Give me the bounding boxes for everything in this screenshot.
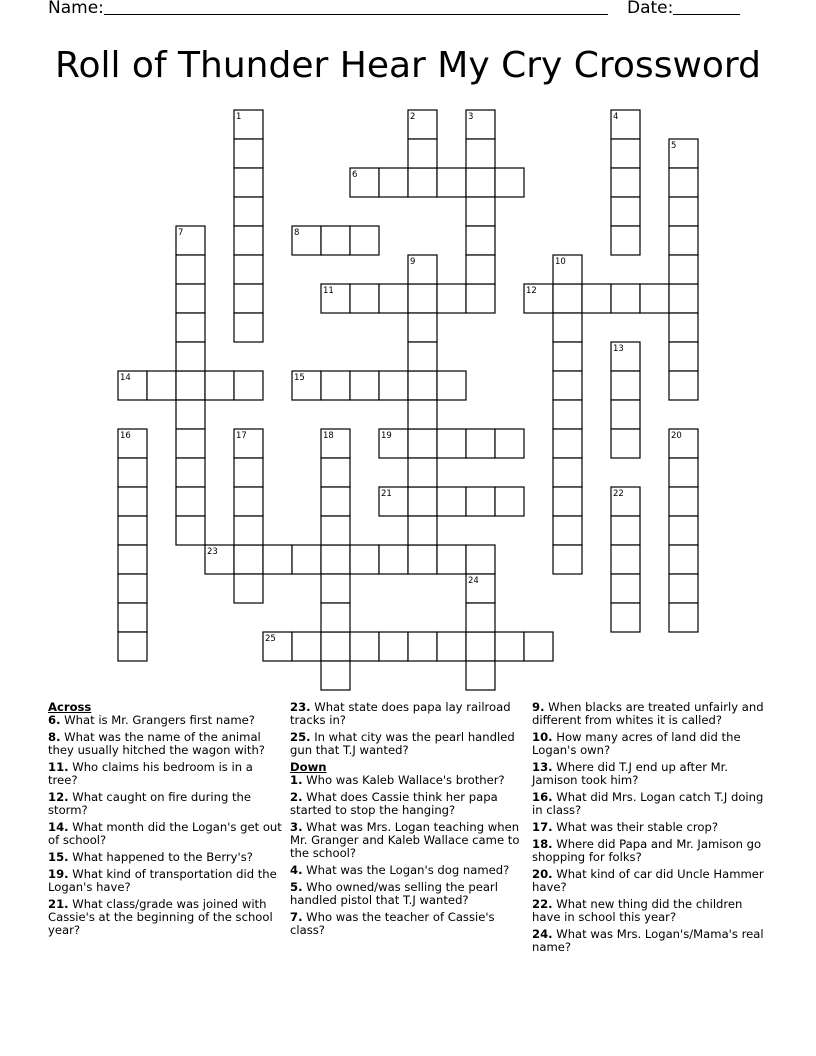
- clues-column-2: [290, 701, 526, 941]
- grid-cell[interactable]: [611, 603, 640, 632]
- grid-cell[interactable]: [234, 545, 263, 574]
- grid-cell[interactable]: [176, 284, 205, 313]
- grid-cell[interactable]: [611, 516, 640, 545]
- grid-cell[interactable]: [669, 516, 698, 545]
- clue-item: [48, 714, 284, 727]
- clue-item: [48, 791, 284, 817]
- grid-cell[interactable]: [408, 284, 437, 313]
- grid-cell[interactable]: [553, 313, 582, 342]
- grid-cell[interactable]: [495, 632, 524, 661]
- grid-cell[interactable]: [408, 342, 437, 371]
- grid-cell[interactable]: [495, 487, 524, 516]
- clue-number: 21.: [48, 897, 69, 911]
- grid-cell[interactable]: [611, 197, 640, 226]
- grid-cell[interactable]: [611, 487, 640, 516]
- grid-cell[interactable]: [495, 429, 524, 458]
- grid-cell[interactable]: [118, 516, 147, 545]
- cell-number: 22: [613, 489, 624, 499]
- grid-cell[interactable]: [553, 516, 582, 545]
- clue-text: Where did T.J end up after Mr. Jamison took him?: [532, 760, 729, 787]
- grid-cell[interactable]: [669, 313, 698, 342]
- grid-cell[interactable]: [379, 168, 408, 197]
- grid-cell[interactable]: [611, 371, 640, 400]
- clue-number: 24.: [532, 927, 553, 941]
- grid-cell[interactable]: [611, 429, 640, 458]
- grid-cell[interactable]: [611, 284, 640, 313]
- grid-cell[interactable]: [408, 400, 437, 429]
- across-heading: Across: [48, 700, 92, 714]
- cell-number: 1: [236, 112, 242, 122]
- grid-cell[interactable]: [669, 197, 698, 226]
- grid-cell[interactable]: [669, 458, 698, 487]
- clue-number: 9.: [532, 700, 545, 714]
- grid-cell[interactable]: [669, 342, 698, 371]
- cell-number: 5: [671, 141, 677, 151]
- clue-item: [532, 731, 772, 757]
- cell-number: 11: [323, 286, 334, 296]
- clue-number: 10.: [532, 730, 553, 744]
- grid-cell[interactable]: [466, 487, 495, 516]
- clue-number: 18.: [532, 837, 553, 851]
- grid-cell[interactable]: [466, 545, 495, 574]
- clue-text: What caught on fire during the storm?: [48, 790, 252, 817]
- cell-number: 24: [468, 576, 479, 586]
- grid-cell[interactable]: [408, 516, 437, 545]
- grid-cell[interactable]: [379, 632, 408, 661]
- clue-text: What kind of car did Uncle Hammer have?: [532, 867, 764, 894]
- clue-text: Who owned/was selling the pearl handled pistol that T.J wanted?: [290, 880, 498, 907]
- grid-cell[interactable]: [437, 487, 466, 516]
- grid-cell[interactable]: [234, 139, 263, 168]
- cell-number: 12: [526, 286, 537, 296]
- clue-item: [48, 761, 284, 787]
- grid-cell[interactable]: [350, 284, 379, 313]
- clue-number: 19.: [48, 867, 69, 881]
- clue-text: What class/grade was joined with Cassie's at the beginning of the school year?: [48, 897, 273, 937]
- grid-cell[interactable]: [234, 313, 263, 342]
- grid-cell[interactable]: [234, 110, 263, 139]
- clue-item: [532, 791, 772, 817]
- cell-number: 18: [323, 431, 334, 441]
- grid-cell[interactable]: [234, 255, 263, 284]
- date-label: Date:: [627, 0, 674, 18]
- grid-cell[interactable]: [553, 400, 582, 429]
- grid-cell[interactable]: [321, 429, 350, 458]
- grid-cell[interactable]: [350, 226, 379, 255]
- clue-item: [290, 881, 526, 907]
- clue-number: 7.: [290, 910, 303, 924]
- grid-cell[interactable]: [669, 255, 698, 284]
- clue-text: Who claims his bedroom is in a tree?: [48, 760, 253, 787]
- cell-number: 14: [120, 373, 131, 383]
- grid-cell[interactable]: [408, 429, 437, 458]
- cell-number: 15: [294, 373, 305, 383]
- grid-cell[interactable]: [292, 371, 321, 400]
- grid-cell[interactable]: [466, 603, 495, 632]
- grid-cell[interactable]: [234, 487, 263, 516]
- clue-number: 1.: [290, 773, 303, 787]
- grid-cell[interactable]: [669, 545, 698, 574]
- clue-item: [532, 701, 772, 727]
- clue-number: 14.: [48, 820, 69, 834]
- grid-cell[interactable]: [611, 226, 640, 255]
- grid-cell[interactable]: [234, 168, 263, 197]
- clue-item: [290, 864, 526, 877]
- clue-text: In what city was the pearl handled gun that T.J wanted?: [290, 730, 515, 757]
- grid-cell[interactable]: [466, 139, 495, 168]
- grid-cell[interactable]: [176, 255, 205, 284]
- grid-cell[interactable]: [553, 371, 582, 400]
- grid-cell[interactable]: [118, 458, 147, 487]
- grid-cell[interactable]: [611, 168, 640, 197]
- grid-cell[interactable]: [292, 545, 321, 574]
- grid-cell[interactable]: [495, 168, 524, 197]
- date-field[interactable]: [673, 14, 740, 15]
- grid-cell[interactable]: [669, 371, 698, 400]
- clue-item: [290, 701, 526, 727]
- cell-number: 16: [120, 431, 131, 441]
- grid-cell[interactable]: [379, 545, 408, 574]
- cell-number: 23: [207, 547, 218, 557]
- clue-text: What state does papa lay railroad tracks in?: [290, 700, 511, 727]
- grid-cell[interactable]: [118, 545, 147, 574]
- clue-item: [290, 731, 526, 757]
- grid-cell[interactable]: [669, 603, 698, 632]
- grid-cell[interactable]: [466, 110, 495, 139]
- cell-number: 10: [555, 257, 566, 267]
- grid-cell[interactable]: [321, 226, 350, 255]
- clue-text: What was Mrs. Logan teaching when Mr. Granger and Kaleb Wallace came to the school?: [290, 820, 520, 860]
- grid-cell[interactable]: [669, 574, 698, 603]
- grid-cell[interactable]: [379, 284, 408, 313]
- clue-number: 3.: [290, 820, 303, 834]
- clue-item: [290, 774, 526, 787]
- grid-cell[interactable]: [234, 226, 263, 255]
- clue-item: [48, 868, 284, 894]
- clue-text: What was Mrs. Logan's/Mama's real name?: [532, 927, 764, 954]
- grid-cell[interactable]: [669, 429, 698, 458]
- grid-cell[interactable]: [408, 458, 437, 487]
- grid-cell[interactable]: [176, 226, 205, 255]
- grid-cell[interactable]: [553, 458, 582, 487]
- cell-number: 20: [671, 431, 682, 441]
- grid-cell[interactable]: [118, 574, 147, 603]
- grid-cell[interactable]: [321, 371, 350, 400]
- grid-cell[interactable]: [321, 516, 350, 545]
- grid-cell[interactable]: [234, 574, 263, 603]
- grid-cell[interactable]: [176, 429, 205, 458]
- grid-cell[interactable]: [292, 226, 321, 255]
- grid-cell[interactable]: [466, 226, 495, 255]
- grid-cell[interactable]: [263, 545, 292, 574]
- clue-text: What was their stable crop?: [552, 820, 718, 834]
- name-label: Name:: [48, 0, 104, 18]
- grid-cell[interactable]: [611, 139, 640, 168]
- grid-cell[interactable]: [321, 458, 350, 487]
- grid-cell[interactable]: [611, 400, 640, 429]
- grid-cell[interactable]: [466, 255, 495, 284]
- clue-item: [532, 821, 772, 834]
- grid-cell[interactable]: [118, 603, 147, 632]
- grid-cell[interactable]: [437, 545, 466, 574]
- clue-number: 11.: [48, 760, 69, 774]
- clue-text: What was the Logan's dog named?: [302, 863, 510, 877]
- clue-number: 13.: [532, 760, 553, 774]
- grid-cell[interactable]: [408, 313, 437, 342]
- cell-number: 13: [613, 344, 624, 354]
- clue-item: [48, 821, 284, 847]
- grid-cell[interactable]: [350, 632, 379, 661]
- grid-cell[interactable]: [321, 603, 350, 632]
- grid-cell[interactable]: [553, 545, 582, 574]
- clue-text: When blacks are treated unfairly and different from whites it is called?: [532, 700, 764, 727]
- clue-item: [532, 761, 772, 787]
- cell-number: 3: [468, 112, 474, 122]
- clue-item: [290, 791, 526, 817]
- clue-number: 15.: [48, 850, 69, 864]
- grid-cell[interactable]: [466, 574, 495, 603]
- grid-cell[interactable]: [640, 284, 669, 313]
- clue-item: [532, 928, 772, 954]
- clue-number: 17.: [532, 820, 553, 834]
- grid-cell[interactable]: [466, 632, 495, 661]
- cell-number: 9: [410, 257, 416, 267]
- cell-number: 19: [381, 431, 392, 441]
- grid-cell[interactable]: [234, 197, 263, 226]
- clue-item: [48, 731, 284, 757]
- grid-cell[interactable]: [437, 371, 466, 400]
- clue-text: What happened to the Berry's?: [68, 850, 253, 864]
- grid-cell[interactable]: [379, 487, 408, 516]
- grid-cell[interactable]: [669, 226, 698, 255]
- grid-cell[interactable]: [611, 342, 640, 371]
- grid-cell[interactable]: [321, 284, 350, 313]
- grid-cell[interactable]: [263, 632, 292, 661]
- grid-cell[interactable]: [669, 139, 698, 168]
- grid-cell[interactable]: [466, 661, 495, 690]
- grid-cell[interactable]: [524, 284, 553, 313]
- grid-cell[interactable]: [234, 458, 263, 487]
- grid-cell[interactable]: [176, 487, 205, 516]
- grid-cell[interactable]: [176, 342, 205, 371]
- clue-text: Who was the teacher of Cassie's class?: [290, 910, 495, 937]
- grid-cell[interactable]: [553, 487, 582, 516]
- clue-text: What is Mr. Grangers first name?: [60, 713, 255, 727]
- grid-cell[interactable]: [466, 429, 495, 458]
- clue-text: What does Cassie think her papa started to stop the hanging?: [290, 790, 498, 817]
- grid-cell[interactable]: [408, 487, 437, 516]
- clue-item: [532, 898, 772, 924]
- grid-cell[interactable]: [669, 487, 698, 516]
- grid-cell[interactable]: [321, 661, 350, 690]
- grid-cell[interactable]: [350, 371, 379, 400]
- clue-number: 25.: [290, 730, 311, 744]
- grid-cell[interactable]: [408, 632, 437, 661]
- grid-cell[interactable]: [553, 429, 582, 458]
- clue-item: [290, 821, 526, 860]
- grid-cell[interactable]: [553, 255, 582, 284]
- clue-number: 22.: [532, 897, 553, 911]
- grid-cell[interactable]: [408, 371, 437, 400]
- clue-number: 23.: [290, 700, 311, 714]
- cell-number: 25: [265, 634, 276, 644]
- grid-cell[interactable]: [292, 632, 321, 661]
- name-date-line: [0, 0, 816, 20]
- grid-cell[interactable]: [669, 168, 698, 197]
- grid-cell[interactable]: [176, 313, 205, 342]
- grid-cell[interactable]: [321, 545, 350, 574]
- grid-cell[interactable]: [466, 168, 495, 197]
- clue-text: Who was Kaleb Wallace's brother?: [302, 773, 505, 787]
- grid-cell[interactable]: [234, 429, 263, 458]
- grid-cell[interactable]: [379, 371, 408, 400]
- clue-number: 6.: [48, 713, 61, 727]
- down-heading: Down: [290, 760, 327, 774]
- grid-cell[interactable]: [466, 197, 495, 226]
- clue-number: 8.: [48, 730, 61, 744]
- grid-cell[interactable]: [234, 371, 263, 400]
- grid-cell[interactable]: [437, 429, 466, 458]
- grid-cell[interactable]: [553, 342, 582, 371]
- cell-number: 7: [178, 228, 184, 238]
- grid-cell[interactable]: [611, 110, 640, 139]
- clue-number: 5.: [290, 880, 303, 894]
- clues-column-3: [532, 701, 772, 958]
- grid-cell[interactable]: [350, 545, 379, 574]
- grid-cell[interactable]: [118, 632, 147, 661]
- grid-cell[interactable]: [437, 168, 466, 197]
- clue-number: 4.: [290, 863, 303, 877]
- cell-number: 8: [294, 228, 300, 238]
- grid-cell[interactable]: [408, 255, 437, 284]
- cell-number: 17: [236, 431, 247, 441]
- cell-number: 6: [352, 170, 358, 180]
- grid-cell[interactable]: [408, 168, 437, 197]
- clue-text: How many acres of land did the Logan's own?: [532, 730, 741, 757]
- clue-number: 16.: [532, 790, 553, 804]
- clue-text: What month did the Logan's get out of school?: [48, 820, 282, 847]
- grid-cell[interactable]: [611, 545, 640, 574]
- clue-text: What did Mrs. Logan catch T.J doing in class?: [532, 790, 764, 817]
- grid-cell[interactable]: [118, 487, 147, 516]
- grid-cell[interactable]: [350, 168, 379, 197]
- clue-number: 12.: [48, 790, 69, 804]
- clue-item: [48, 851, 284, 864]
- name-field[interactable]: [104, 14, 608, 15]
- grid-cell[interactable]: [408, 545, 437, 574]
- clue-number: 2.: [290, 790, 303, 804]
- grid-cell[interactable]: [466, 284, 495, 313]
- clue-text: What new thing did the children have in school this year?: [532, 897, 743, 924]
- grid-cell[interactable]: [321, 632, 350, 661]
- cell-number: 4: [613, 112, 619, 122]
- grid-cell[interactable]: [379, 429, 408, 458]
- clue-item: [532, 838, 772, 864]
- grid-cell[interactable]: [611, 574, 640, 603]
- clue-text: What kind of transportation did the Logan's have?: [48, 867, 277, 894]
- cell-number: 21: [381, 489, 392, 499]
- grid-cell[interactable]: [524, 632, 553, 661]
- grid-cell[interactable]: [118, 371, 147, 400]
- clues-column-1: [48, 701, 284, 941]
- grid-cell[interactable]: [437, 632, 466, 661]
- clue-text: What was the name of the animal they usually hitched the wagon with?: [48, 730, 265, 757]
- clue-number: 20.: [532, 867, 553, 881]
- grid-cell[interactable]: [176, 400, 205, 429]
- grid-cell[interactable]: [176, 516, 205, 545]
- grid-cell[interactable]: [118, 429, 147, 458]
- page-title: Roll of Thunder Hear My Cry Crossword: [55, 45, 761, 86]
- grid-cell[interactable]: [582, 284, 611, 313]
- grid-cell[interactable]: [437, 284, 466, 313]
- grid-cell[interactable]: [408, 139, 437, 168]
- grid-cell[interactable]: [205, 545, 234, 574]
- grid-cell[interactable]: [176, 371, 205, 400]
- grid-cell[interactable]: [553, 284, 582, 313]
- clue-item: [532, 868, 772, 894]
- clue-item: [290, 911, 526, 937]
- grid-cell[interactable]: [176, 458, 205, 487]
- cell-number: 2: [410, 112, 416, 122]
- grid-cell[interactable]: [408, 110, 437, 139]
- grid-cell[interactable]: [234, 516, 263, 545]
- grid-cell[interactable]: [669, 284, 698, 313]
- clue-item: [48, 898, 284, 937]
- grid-cell[interactable]: [147, 371, 176, 400]
- clue-text: Where did Papa and Mr. Jamison go shopping for folks?: [532, 837, 762, 864]
- grid-cell[interactable]: [234, 284, 263, 313]
- grid-cell[interactable]: [205, 371, 234, 400]
- grid-cell[interactable]: [321, 574, 350, 603]
- grid-cell[interactable]: [321, 487, 350, 516]
